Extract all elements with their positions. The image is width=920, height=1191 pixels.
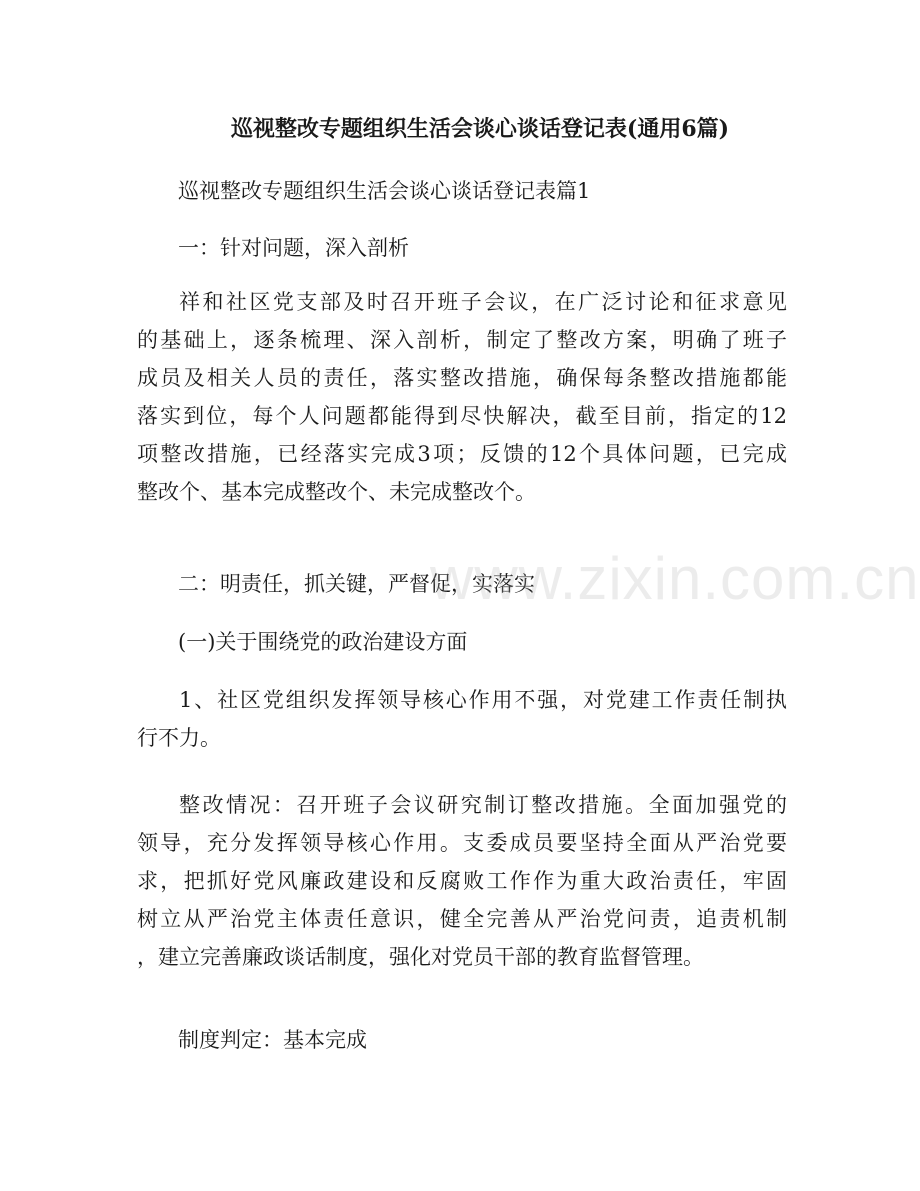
paragraph-line: 项整改措施，已经落实完成3项；反馈的12个具体问题，已完成 — [137, 442, 787, 466]
document-title: 巡视整改专题组织生活会谈心谈话登记表(通用6篇) — [230, 116, 730, 142]
document-subtitle: 巡视整改专题组织生活会谈心谈话登记表篇1 — [178, 179, 591, 203]
paragraph-1 — [137, 283, 787, 511]
judgment-line: 制度判定：基本完成 — [178, 1028, 367, 1052]
item-1 — [137, 681, 787, 757]
paragraph-line: 领导，充分发挥领导核心作用。支委成员要坚持全面从严治党要 — [137, 831, 787, 855]
subsection-heading-1: (一)关于围绕党的政治建设方面 — [178, 630, 468, 654]
paragraph-line: 树立从严治党主体责任意识，健全完善从严治党问责，追责机制 — [137, 907, 787, 931]
paragraph-line: 1、社区党组织发挥领导核心作用不强，对党建工作责任制执 — [179, 688, 787, 712]
paragraph-line: 行不力。 — [137, 726, 221, 750]
paragraph-line: 祥和社区党支部及时召开班子会议，在广泛讨论和征求意见 — [179, 290, 787, 314]
paragraph-line: 成员及相关人员的责任，落实整改措施，确保每条整改措施都能 — [137, 366, 787, 390]
paragraph-line: 的基础上，逐条梳理、深入剖析，制定了整改方案，明确了班子 — [137, 328, 787, 352]
watermark: www.zixin.com.cn — [430, 545, 920, 612]
paragraph-line: 整改情况：召开班子会议研究制订整改措施。全面加强党的 — [179, 793, 787, 817]
paragraph-line: ，建立完善廉政谈话制度，强化对党员干部的教育监督管理。 — [137, 945, 704, 969]
rectification-paragraph — [137, 786, 787, 976]
paragraph-line: 落实到位，每个人问题都能得到尽快解决，截至目前，指定的12 — [137, 404, 787, 428]
section-heading-1: 一：针对问题，深入剖析 — [178, 236, 409, 260]
paragraph-line: 求，把抓好党风廉政建设和反腐败工作作为重大政治责任，牢固 — [137, 869, 787, 893]
paragraph-line: 整改个、基本完成整改个、未完成整改个。 — [137, 480, 536, 504]
section-heading-2: 二：明责任，抓关键，严督促，实落实 — [178, 572, 535, 596]
